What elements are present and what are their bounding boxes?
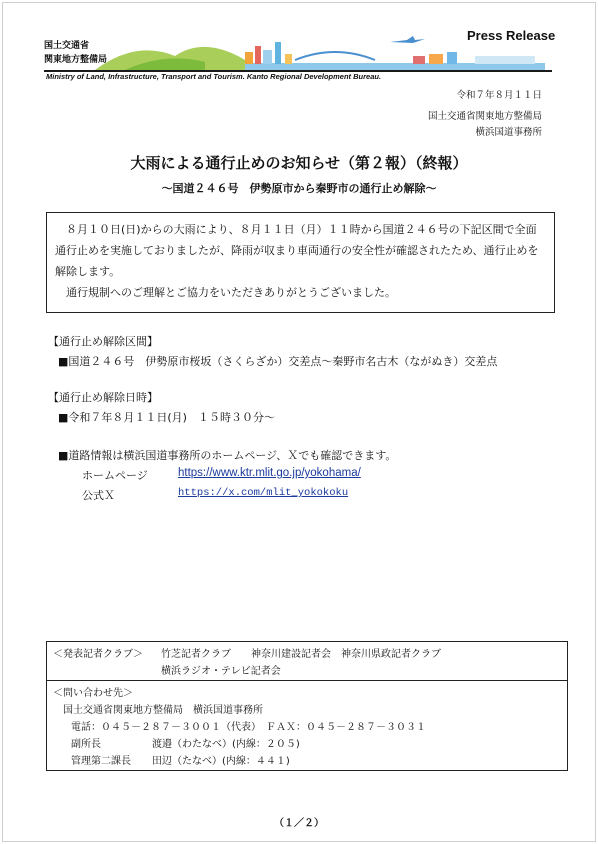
contact-person-1-name: 渡邉（わたなべ）(内線：２０５) [152,739,300,750]
contact-divider [47,680,567,681]
org-name-line1: 国土交通省 [44,41,90,51]
inquiry-organization: 国土交通省関東地方整備局 横浜国道事務所 [63,705,263,716]
ministry-english-name: Ministry of Land, Infrastructure, Transport and Tourism. Kanto Regional Development Bureau. [46,72,382,81]
org-name-line2: 関東地方整備局 [44,55,108,65]
page-title: 大雨による通行止めのお知らせ（第２報）（終報） [130,154,468,172]
notice-box [46,212,555,313]
press-clubs-line-1: 竹芝記者クラブ 神奈川建設記者会 神奈川県政記者クラブ [161,649,441,660]
contact-person-1-role: 副所長 [71,739,101,750]
road-info-text: ■道路情報は横浜国道事務所のホームページ、Ｘでも確認できます。 [58,449,397,462]
x-account-label: 公式Ｘ [82,489,115,502]
press-club-label: ＜発表記者クラブ＞ [53,649,143,660]
issuer-bureau: 国土交通省関東地方整備局 [427,111,542,122]
contact-box [46,641,568,771]
press-clubs-line-2: 横浜ラジオ・テレビ記者会 [161,666,281,677]
issuer-office: 横浜国道事務所 [475,127,542,138]
release-time-body: ■令和７年８月１１日(月) １５時３０分～ [58,411,275,424]
homepage-link[interactable]: https://www.ktr.mlit.go.jp/yokohama/ [178,467,361,479]
homepage-label: ホームページ [82,469,148,482]
inquiry-phone-fax: 電話：０４５－２８７－３００１（代表） ＦＡＸ：０４５－２８７－３０３１ [71,722,426,733]
x-account-link[interactable]: https://x.com/mlit_yokokoku [178,487,349,499]
release-date: 令和７年８月１１日 [456,90,542,101]
page-subtitle: ～国道２４６号 伊勢原市から秦野市の通行止め解除～ [161,182,437,195]
press-release-label: Press Release [467,28,556,43]
release-time-heading: 【通行止め解除日時】 [48,391,158,404]
letterhead [0,0,598,90]
release-area-body: ■国道２４６号 伊勢原市桜坂（さくらざか）交差点～秦野市名古木（ながぬき）交差点 [58,355,498,368]
release-area-heading: 【通行止め解除区間】 [48,335,158,348]
page-number: （１／２） [274,818,324,829]
notice-paragraph-1: ８月１０日(日)からの大雨により、８月１１日（月）１１時から国道２４６号の下記区間で全面通行止めを実施しておりましたが、降雨が収まり車両通行の安全性が確認されたため、通行止めを解除します。 [55,223,539,278]
contact-person-2-role: 管理第二課長 [71,756,131,767]
notice-paragraph-2: 通行規制へのご理解とご協力をいただきありがとうございました。 [66,286,396,299]
inquiry-label: ＜問い合わせ先＞ [53,688,133,699]
contact-person-2-name: 田辺（たなべ）(内線：４４１) [152,756,290,767]
